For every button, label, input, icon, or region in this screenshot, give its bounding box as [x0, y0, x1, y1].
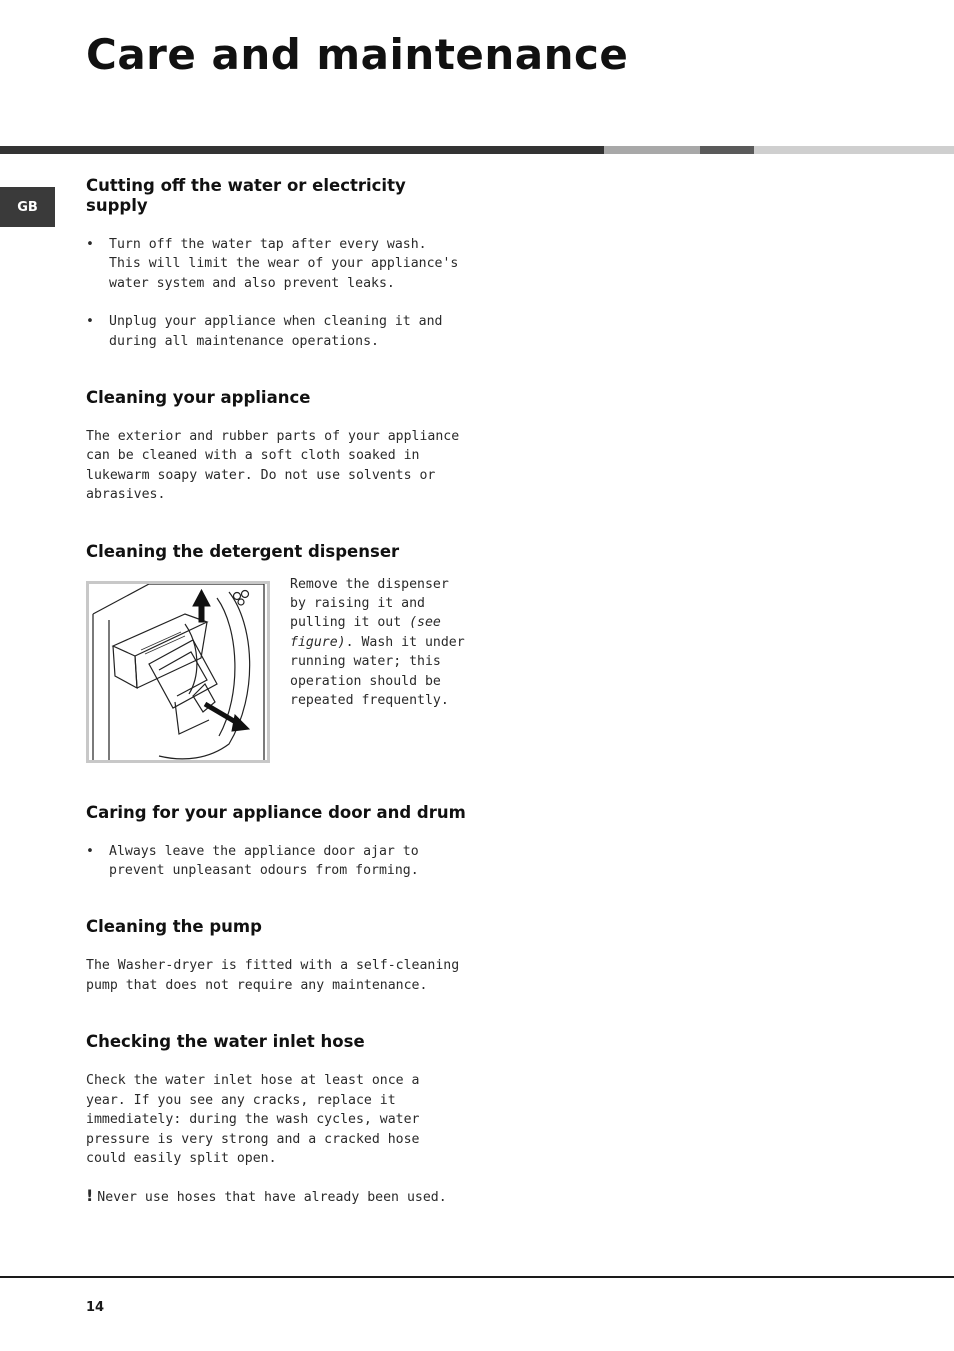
section-heading-inlet-hose: Checking the water inlet hose — [86, 1032, 365, 1052]
section-heading-cutoff: Cutting off the water or electricity supply — [86, 176, 406, 215]
section-dispenser — [86, 542, 466, 763]
warning-note — [86, 1186, 466, 1207]
language-tab: GB — [0, 187, 55, 227]
list-item: • Unplug your appliance when cleaning it and during all maintenance operations. — [86, 312, 466, 351]
section-inlet-hose — [86, 1032, 466, 1207]
stripe-segment-mid — [604, 146, 700, 154]
section-cutoff — [86, 176, 466, 351]
stripe-segment-darkgray — [700, 146, 754, 154]
paragraph-pump: The Washer-dryer is fitted with a self-cleaning pump that does not require any maintenance. — [86, 958, 460, 993]
dispenser-text-after: . Wash it under running water; this operation should be repeated frequently. — [290, 634, 465, 709]
page-title: Care and maintenance — [86, 30, 629, 79]
warning-text: Never use hoses that have already been used. — [97, 1190, 447, 1206]
warning-mark: ! — [86, 1186, 94, 1206]
section-heading-cleaning-appliance: Cleaning your appliance — [86, 388, 311, 408]
section-door-drum — [86, 803, 466, 881]
page-number: 14 — [86, 1300, 105, 1315]
section-heading-door-drum: Caring for your appliance door and drum — [86, 802, 466, 822]
bullet-list-door-drum — [86, 842, 466, 881]
bullet-list-cutoff — [86, 235, 466, 351]
paragraph-dispenser — [290, 575, 466, 711]
paragraph-inlet-hose: Check the water inlet hose at least once a year. If you see any cracks, replace it immediately: during the wash cycles, water pressure is very strong and a cracked hose could easily split open. — [86, 1073, 420, 1166]
section-pump — [86, 917, 466, 995]
footer-rule — [0, 1276, 954, 1278]
section-cleaning-appliance — [86, 388, 466, 505]
dispenser-figure-row — [86, 576, 466, 763]
dispenser-illustration — [89, 584, 267, 760]
section-heading-pump: Cleaning the pump — [86, 917, 262, 937]
stripe-segment-light — [754, 146, 954, 154]
paragraph-cleaning-appliance: The exterior and rubber parts of your appliance can be cleaned with a soft cloth soaked in lukewarm soapy water. Do not use solvents or abrasives. — [86, 429, 460, 503]
main-content — [86, 176, 466, 1208]
dispenser-text-before: Remove the dispenser by raising it and pulling it out — [290, 576, 449, 631]
list-item: • Always leave the appliance door ajar to prevent unpleasant odours from forming. — [86, 842, 466, 881]
section-heading-dispenser: Cleaning the detergent dispenser — [86, 541, 400, 561]
see-figure-reference: (see figure) — [290, 615, 441, 650]
stripe-segment-dark — [0, 146, 604, 154]
list-item: • Turn off the water tap after every wash. This will limit the wear of your appliance's water system and also prevent leaks. — [86, 235, 466, 293]
dispenser-figure — [86, 581, 270, 763]
